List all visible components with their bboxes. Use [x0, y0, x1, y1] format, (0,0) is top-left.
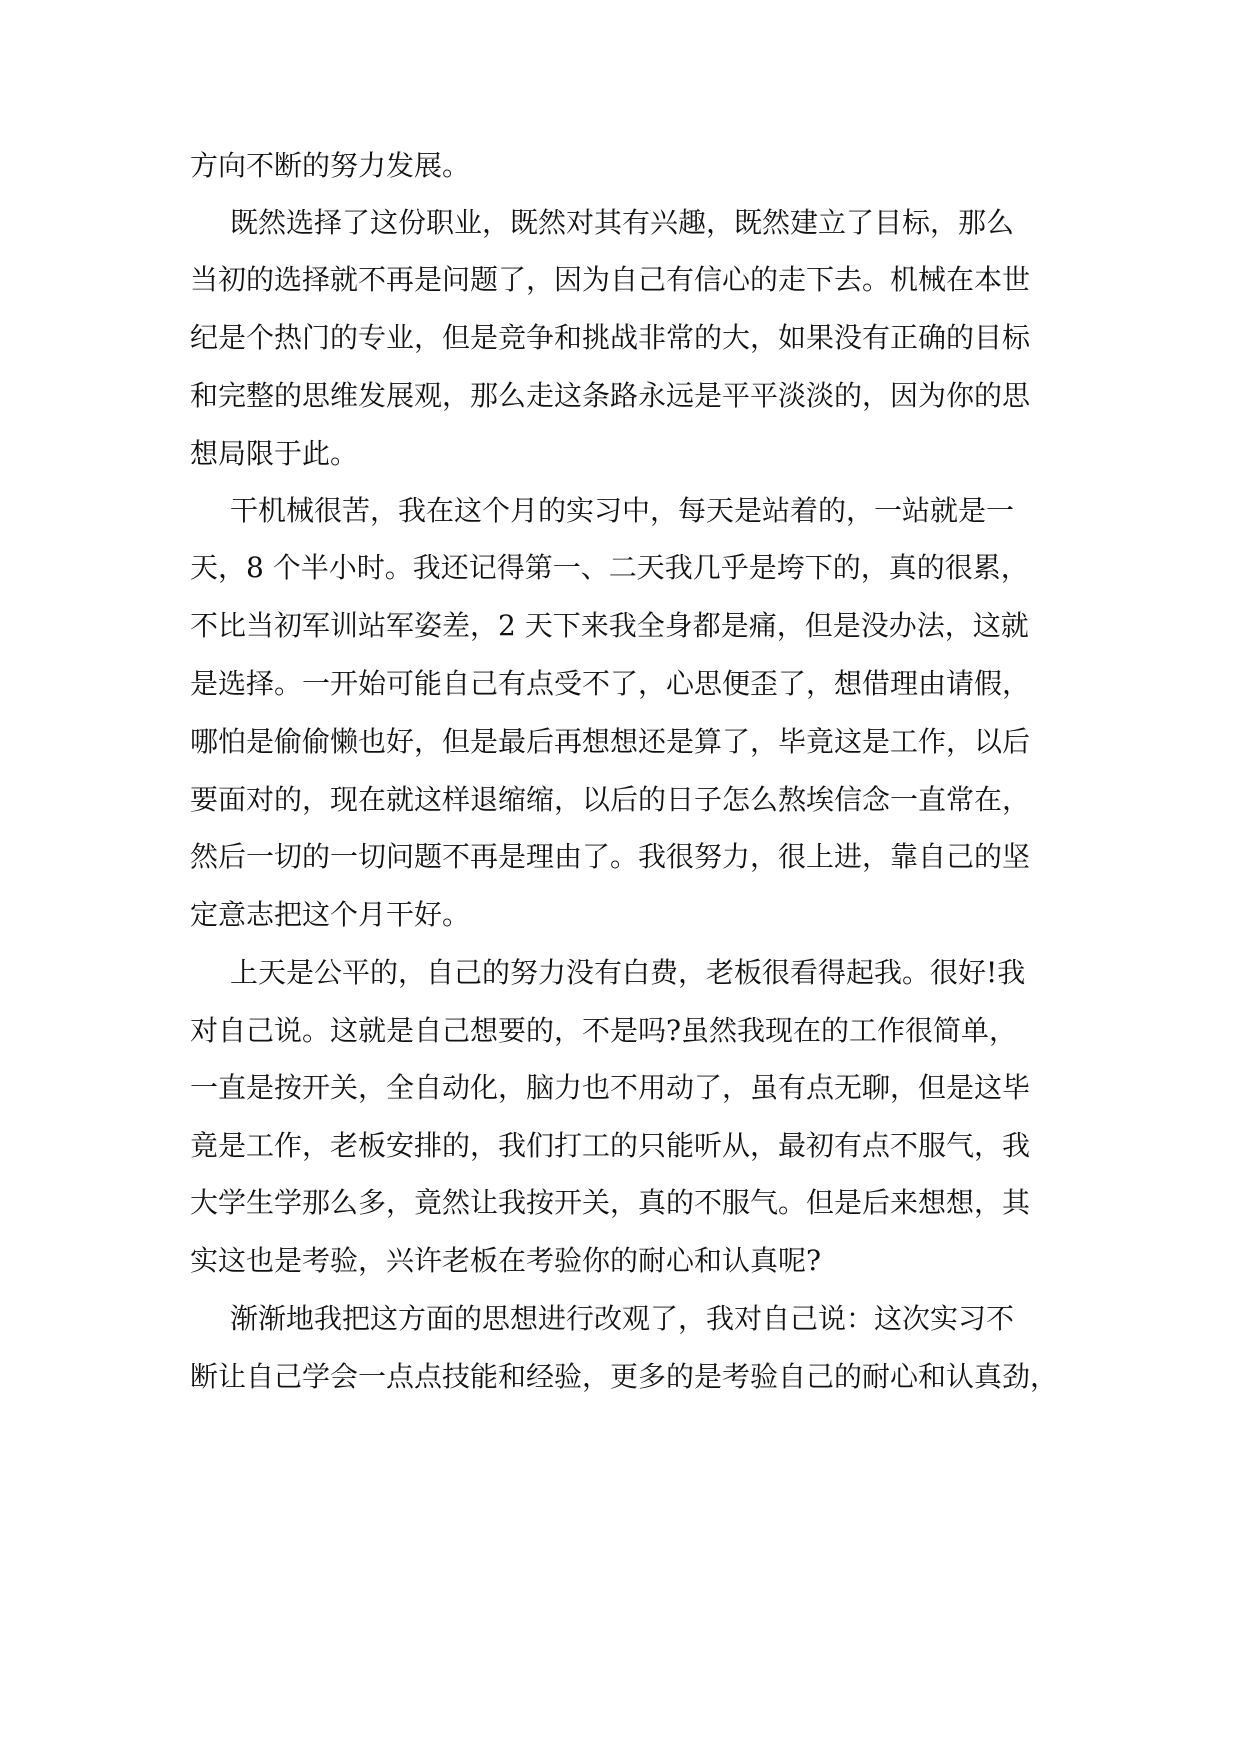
paragraph-first-line: 上天是公平的，自己的努力没有白费，老板很看得起我。很好!我: [230, 956, 1026, 989]
text-line: 天，8 个半小时。我还记得第一、二天我几乎是垮下的，真的很累，: [190, 551, 1029, 584]
text-line: 不比当初军训站军姿差，2 天下来我全身都是痛，但是没办法，这就: [190, 609, 1029, 642]
text-line: 方向不断的努力发展。: [190, 149, 471, 182]
text-line: 对自己说。这就是自己想要的，不是吗?虽然我现在的工作很简单，: [190, 1014, 1018, 1047]
text-line: 要面对的，现在就这样退缩缩，以后的日子怎么熬埃信念一直常在，: [190, 783, 1031, 816]
text-line: 然后一切的一切问题不再是理由了。我很努力，很上进，靠自己的坚: [190, 840, 1031, 873]
text-line: 实这也是考验，兴许老板在考验你的耐心和认真呢?: [190, 1244, 822, 1277]
text-line: 大学生学那么多，竟然让我按开关，真的不服气。但是后来想想，其: [190, 1186, 1031, 1219]
text-line: 想局限于此。: [190, 437, 359, 470]
text-line: 断让自己学会一点点技能和经验，更多的是考验自己的耐心和认真劲，: [190, 1360, 1059, 1393]
text-line: 一直是按开关，全自动化，脑力也不用动了，虽有点无聊，但是这毕: [190, 1071, 1031, 1104]
text-line: 当初的选择就不再是问题了，因为自己有信心的走下去。机械在本世: [190, 263, 1031, 296]
paragraph-first-line: 既然选择了这份职业，既然对其有兴趣，既然建立了目标，那么: [230, 206, 1015, 239]
text-line: 定意志把这个月干好。: [190, 898, 471, 931]
paragraph-first-line: 渐渐地我把这方面的思想进行改观了，我对自己说：这次实习不: [230, 1302, 1015, 1335]
text-line: 哪怕是偷偷懒也好，但是最后再想想还是算了，毕竟这是工作，以后: [190, 725, 1031, 758]
text-line: 是选择。一开始可能自己有点受不了，心思便歪了，想借理由请假，: [190, 667, 1031, 700]
paragraph-first-line: 干机械很苦，我在这个月的实习中，每天是站着的，一站就是一: [230, 494, 1015, 527]
text-line: 竟是工作，老板安排的，我们打工的只能听从，最初有点不服气，我: [190, 1129, 1031, 1162]
text-line: 纪是个热门的专业，但是竞争和挑战非常的大，如果没有正确的目标: [190, 321, 1031, 354]
text-line: 和完整的思维发展观，那么走这条路永远是平平淡淡的，因为你的思: [190, 379, 1031, 412]
